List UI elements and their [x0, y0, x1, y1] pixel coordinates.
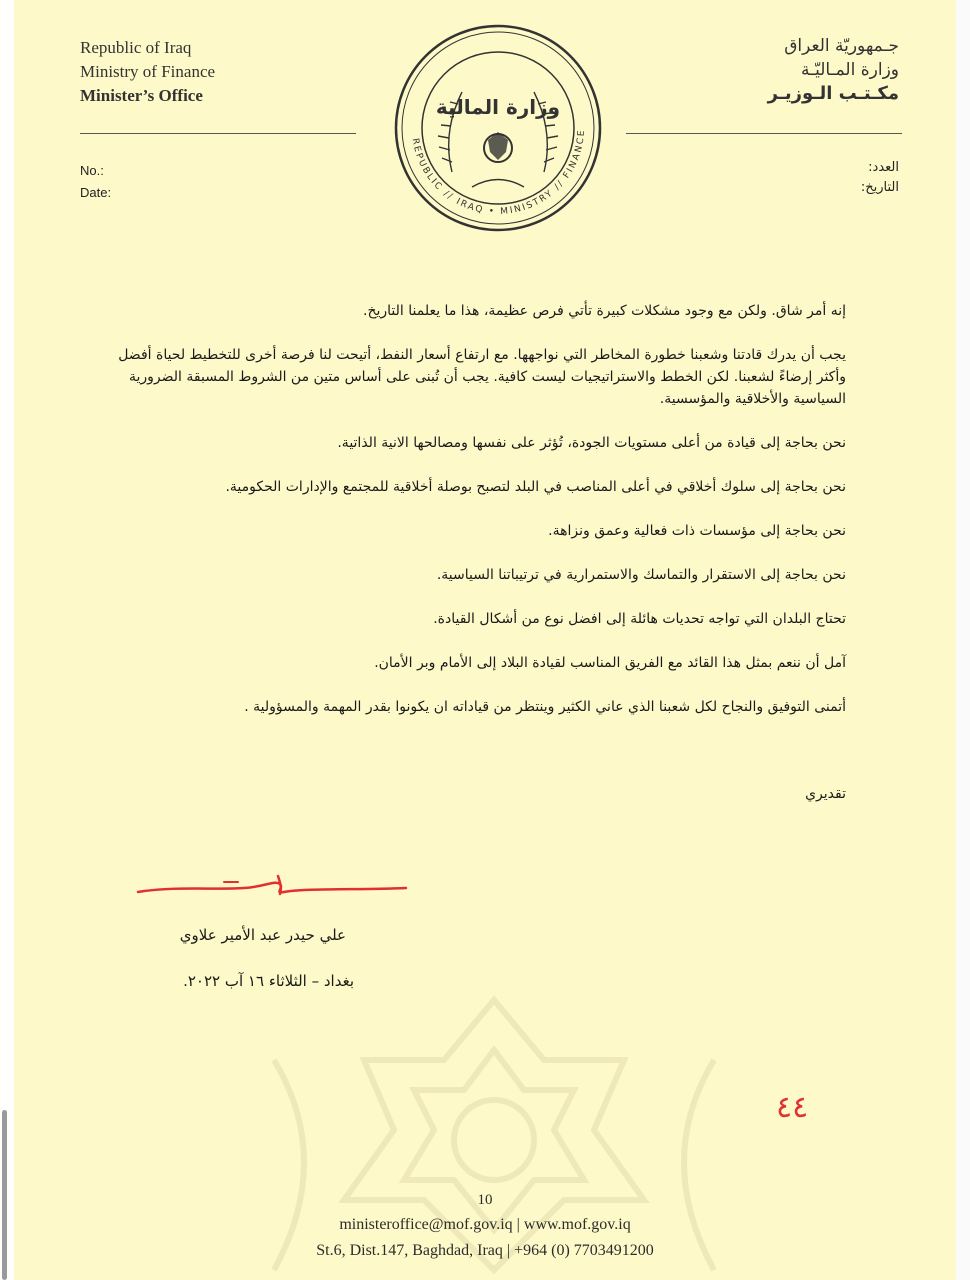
closing-salutation: تقديري: [805, 786, 846, 802]
paragraph-2: يجب أن يدرك قادتنا وشعبنا خطورة المخاطر التي نواجهها. مع ارتفاع أسعار النفط، أتيحت لنا فرصة أخرى للتخطيط لحياة أفضل وأكثر إرضاءً لشعبنا. لكن الخطط والاستراتيجيات ليست كافية. يجب أن تُبنى على أساس متين من الشروط المسبقة الضرورية السياسية والأخلاقية والمؤسسية.: [118, 347, 846, 407]
number-label-en: No.:: [80, 163, 104, 178]
office-name-en: Minister’s Office: [80, 86, 203, 105]
date-label-en: Date:: [80, 185, 112, 200]
footer-contact: ministeroffice@mof.gov.iq | www.mof.gov.iq: [339, 1216, 631, 1233]
handwritten-page-number: ٤٤: [776, 1090, 809, 1125]
signer-name: علي حيدر عبد الأمير علاوي: [179, 926, 346, 944]
date-label-ar: التاريخ:: [860, 180, 899, 195]
svg-text:REPUBLIC // IRAQ • MINISTRY //: REPUBLIC // IRAQ • MINISTRY // FINANCE: [409, 128, 588, 218]
office-name-ar: مكـتـب الـوزيـر: [767, 83, 899, 104]
letter-body: [86, 300, 846, 740]
reference-fields-en: [80, 160, 111, 204]
paragraph-9: أتمنى التوفيق والنجاح لكل شعبنا الذي عاني الكثير وينتظر من قياداته ان يكونوا بقدر المهمة والمسؤولية .: [244, 699, 846, 715]
paragraph-6: نحن بحاجة إلى الاستقرار والتماسك والاستمرارية في ترتيباتنا السياسية.: [436, 567, 846, 583]
page-number: 10: [477, 1192, 493, 1208]
watermark-ornament: [214, 980, 774, 1280]
handwritten-signature: [134, 870, 414, 910]
country-name-en: Republic of Iraq: [80, 38, 192, 57]
header-divider-left: [80, 133, 356, 134]
viewer-margin: [956, 0, 970, 1280]
ministry-name-en: Ministry of Finance: [80, 62, 216, 81]
footer-address: St.6, Dist.147, Baghdad, Iraq | +964 (0) 7703491200: [316, 1242, 654, 1259]
paragraph-5: نحن بحاجة إلى مؤسسات ذات فعالية وعمق ونزاهة.: [548, 523, 846, 539]
paragraph-1: إنه أمر شاق. ولكن مع وجود مشكلات كبيرة تأتي فرص عظيمة، هذا ما يعلمنا التاريخ.: [363, 303, 846, 319]
paragraph-4: نحن بحاجة إلى سلوك أخلاقي في أعلى المناصب في البلد لتصبح بوصلة أخلاقية للمجتمع والإدارات الحكومية.: [225, 479, 846, 495]
place-date-line: بغداد – الثلاثاء ١٦ آب ٢٠٢٢.: [183, 972, 354, 990]
paragraph-3: نحن بحاجة إلى قيادة من أعلى مستويات الجودة، تُؤثر على نفسها ومصالحها الانية الذاتية.: [337, 435, 846, 451]
header-divider-right: [626, 133, 902, 134]
number-label-ar: العدد:: [868, 160, 899, 175]
header-english: [80, 36, 215, 108]
paragraph-8: آمل أن ننعم بمثل هذا القائد مع الفريق المناسب لقيادة البلاد إلى الأمام وبر الأمان.: [374, 655, 846, 671]
scrollbar[interactable]: [2, 1110, 7, 1280]
svg-text:وزارة المالية: وزارة المالية: [435, 95, 561, 119]
ministry-name-ar: وزارة المـاليّـة: [801, 60, 899, 80]
reference-fields-ar: [861, 158, 899, 198]
country-name-ar: جـمهوريّة العراق: [784, 36, 899, 56]
header-arabic: [768, 34, 899, 106]
ministry-seal-logo: [392, 22, 604, 234]
letter-page: [14, 0, 956, 1280]
paragraph-7: تحتاج البلدان التي تواجه تحديات هائلة إلى افضل نوع من أشكال القيادة.: [433, 611, 846, 627]
